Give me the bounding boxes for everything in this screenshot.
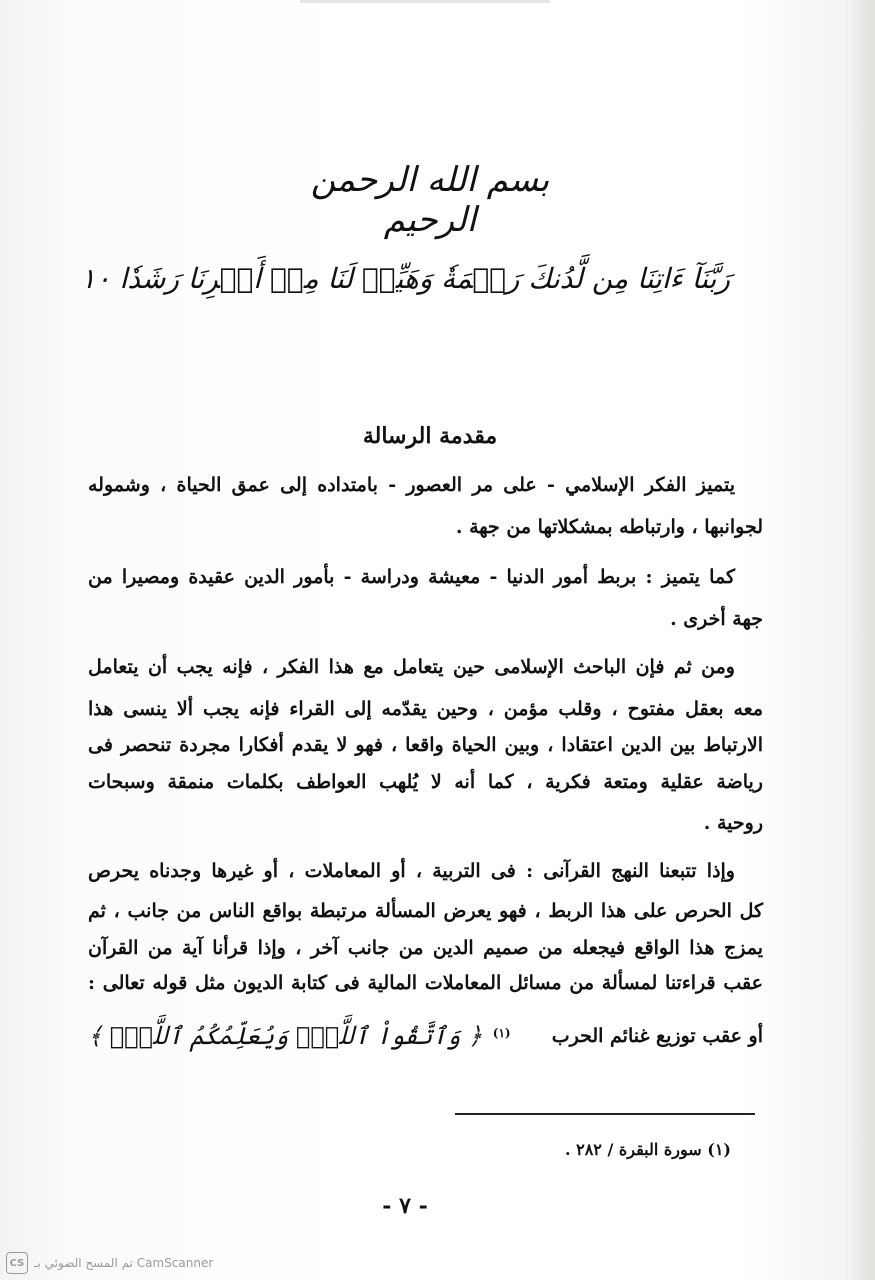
- scanner-watermark: [6, 1252, 213, 1274]
- body-line: كما يتميز : بربط أمور الدنيا - معيشة ودراسة - بأمور الدين عقيدة ومصيرا من: [88, 566, 735, 588]
- footnote-divider: [455, 1113, 755, 1115]
- body-line: وإذا تتبعنا النهج القرآنى : فى التربية ، أو المعاملات ، أو غيرها وجدناه يحرص: [88, 860, 735, 882]
- top-rule: [300, 0, 550, 3]
- body-line: جهة أخرى .: [670, 608, 763, 630]
- basmala: بسم الله الرحمن الرحيم: [310, 160, 550, 240]
- body-line: ومن ثم فإن الباحث الإسلامى حين يتعامل مع هذا الفكر ، فإنه يجب أن يتعامل: [88, 656, 735, 678]
- page-edge-shadow: [847, 0, 875, 1280]
- section-title: مقدمة الرسالة: [362, 423, 498, 449]
- body-line: كل الحرص على هذا الربط ، فهو يعرض المسألة مرتبطة بواقع الناس من جانب ، ثم: [88, 900, 763, 922]
- quote-tail: أو عقب توزيع غنائم الحرب: [551, 1025, 763, 1047]
- quote-group: [88, 1022, 515, 1050]
- page-number: - ٧ -: [382, 1193, 428, 1219]
- body-line: يمزج هذا الواقع فيجعله من صميم الدين من جانب آخر ، وإذا قرأنا آية من القرآن: [88, 937, 763, 959]
- footnote-reference: (١): [492, 1025, 511, 1040]
- quran-verse-header: رَبَّنَآ ءَاتِنَا مِن لَّدُنكَ رَحۡمَةٗ وَهَيِّئۡ لَنَا مِنۡ أَمۡرِنَا رَشَدٗا ١٠: [80, 262, 730, 295]
- body-line: معه بعقل مفتوح ، وقلب مؤمن ، وحين يقدّمه إلى القراء فإنه يجب ألا ينسى هذا: [88, 698, 763, 720]
- scanner-text: تم المسح الضوئي بـ CamScanner: [34, 1256, 214, 1270]
- quote-line: [88, 1022, 763, 1050]
- body-line: يتميز الفكر الإسلامي - على مر العصور - بامتداده إلى عمق الحياة ، وشموله: [88, 474, 735, 496]
- body-line: عقب قراءتنا لمسألة من مسائل المعاملات المالية فى كتابة الديون مثل قوله تعالى :: [88, 972, 763, 994]
- camscanner-logo-icon: CS: [6, 1252, 28, 1274]
- quran-inline-verse: ﴿ وَٱتَّقُواْ ٱللَّهَۖ وَيُعَلِّمُكُمُ ٱللَّهُۗ ﴾: [88, 1022, 483, 1050]
- body-line: لجوانبها ، وارتباطه بمشكلاتها من جهة .: [455, 516, 763, 538]
- body-line: رياضة عقلية ومتعة فكرية ، كما أنه لا يُلهب العواطف بكلمات منمقة وسبحات: [88, 771, 763, 793]
- body-line: الارتباط بين الدين اعتقادا ، وبين الحياة واقعا ، فهو لا يقدم أفكارا مجردة تنحصر فى: [88, 734, 763, 756]
- footnote: (١) سورة البقرة / ٢٨٢ .: [564, 1140, 731, 1159]
- body-line: روحية .: [703, 812, 763, 834]
